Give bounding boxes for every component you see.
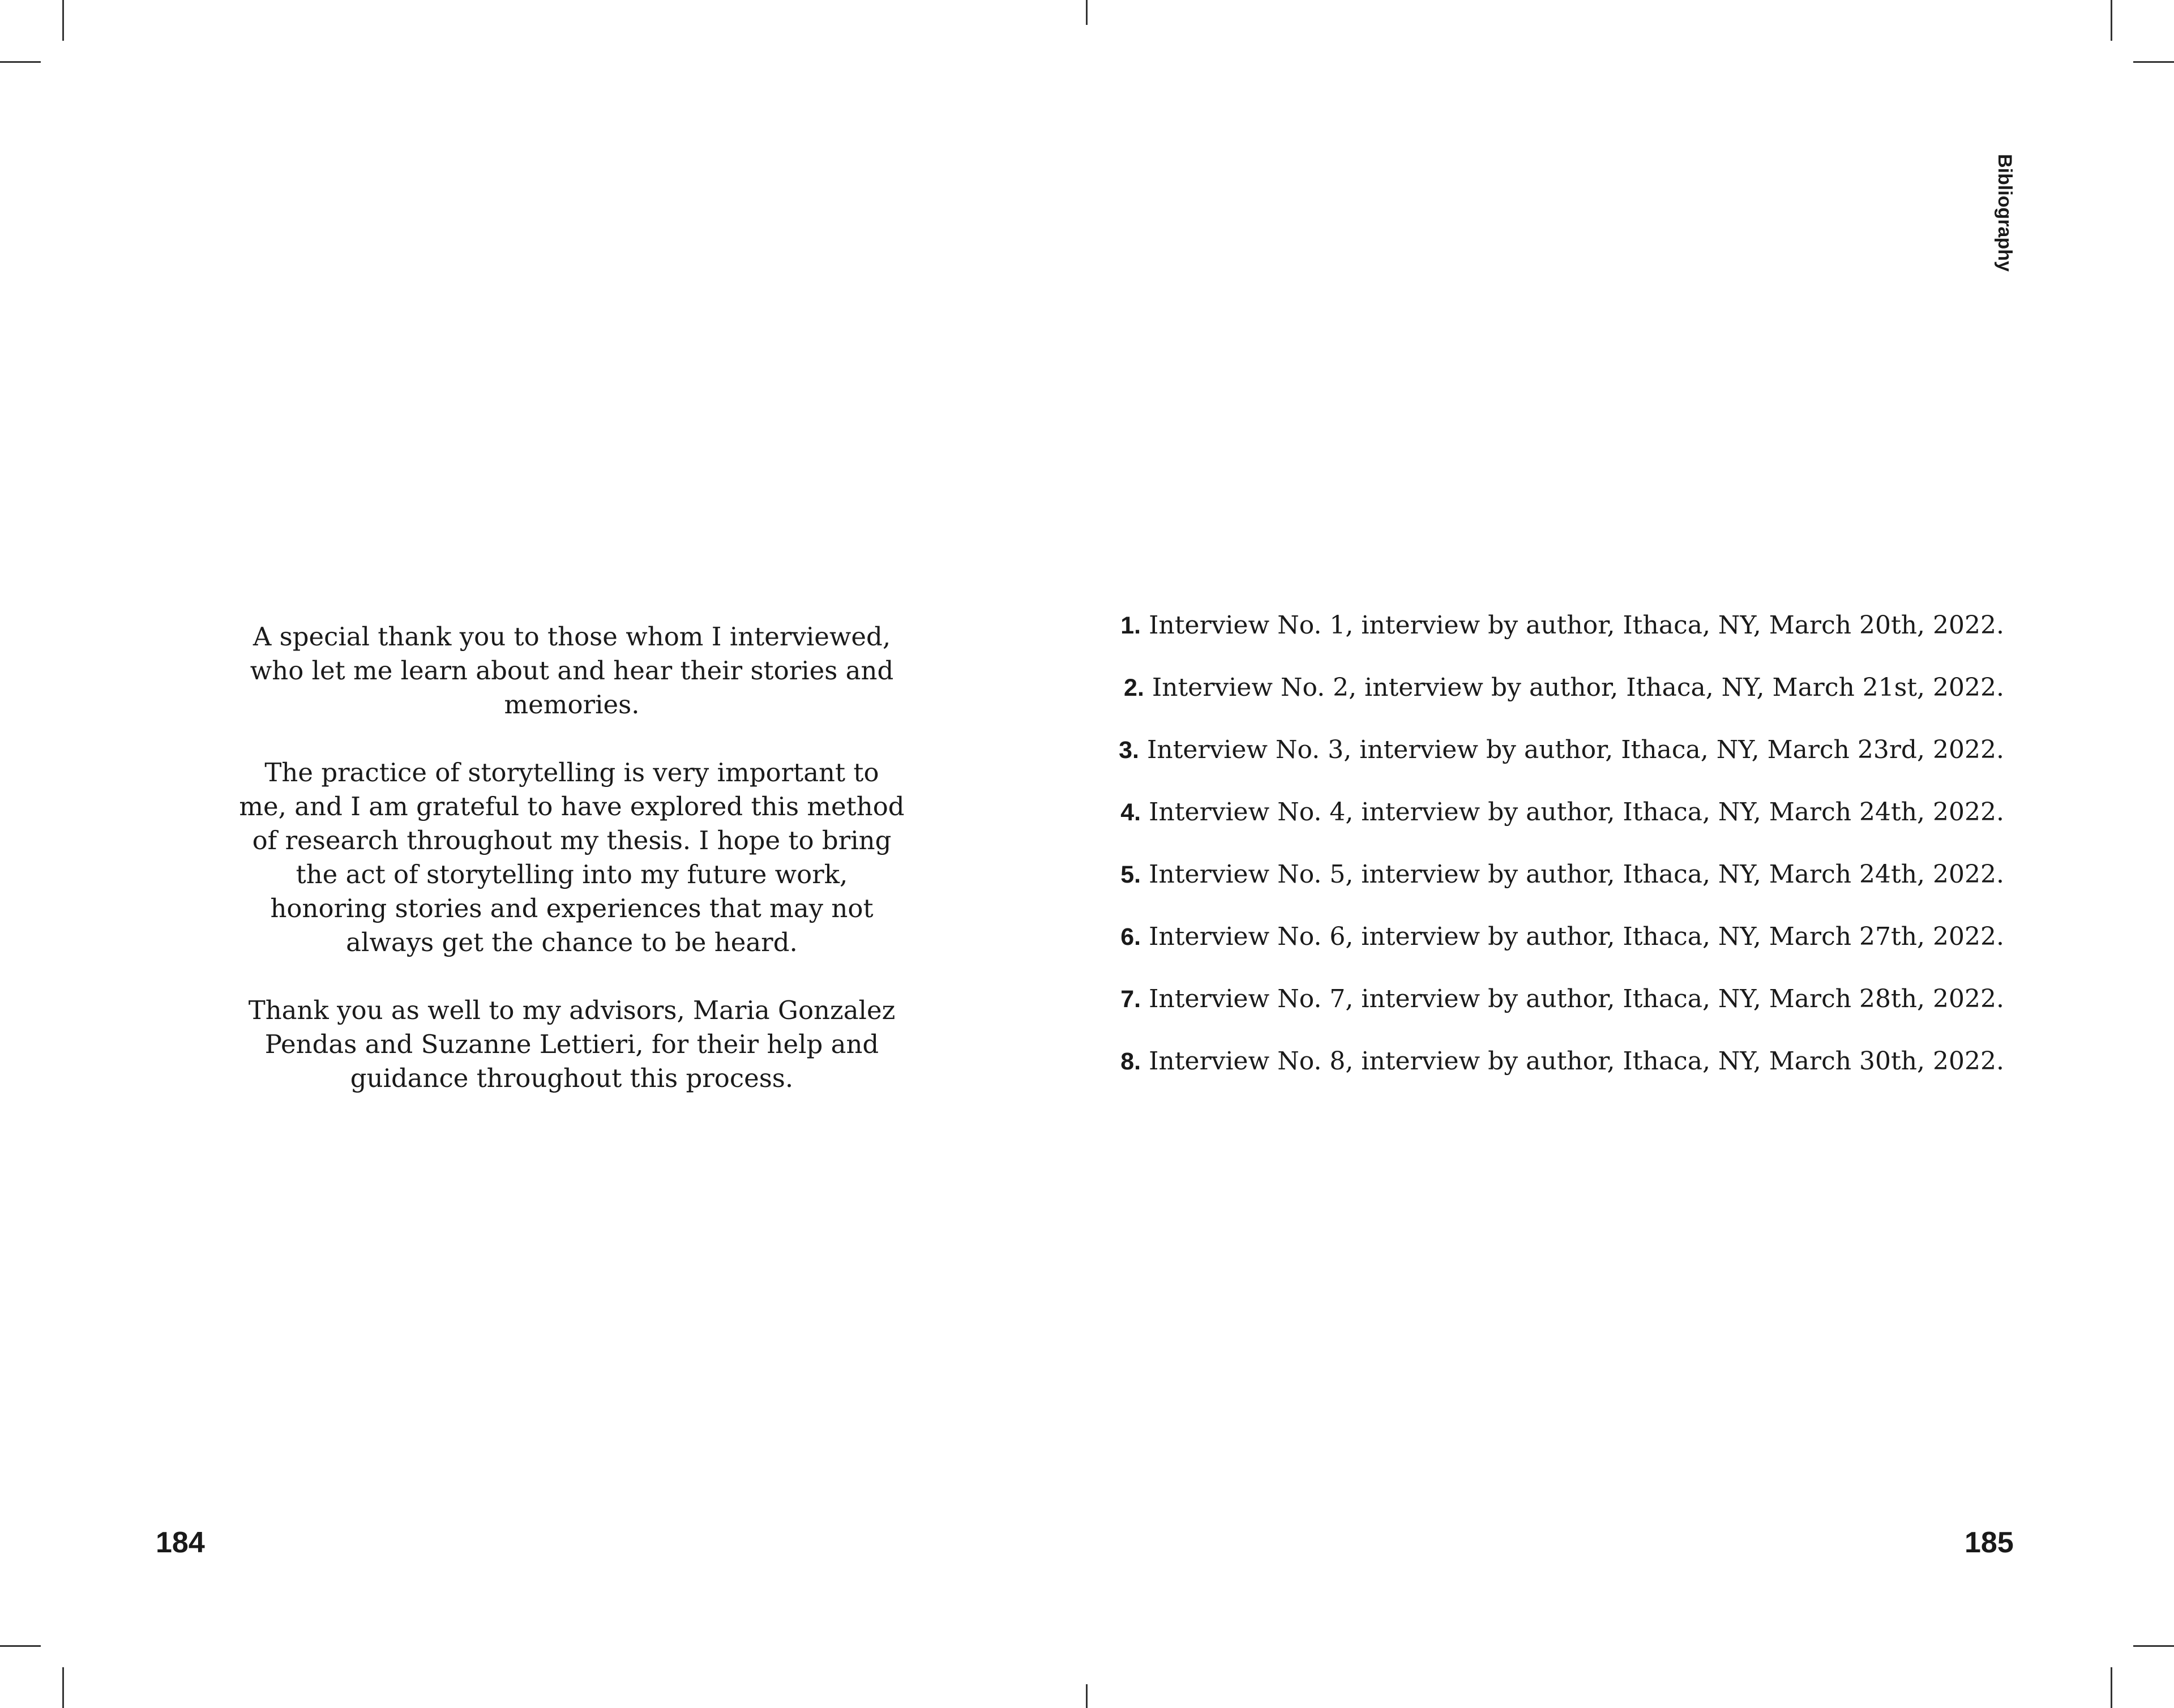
- ack-paragraph: The practice of storytelling is very important to me, and I am grateful to have explored this method of research throughout my thesis. I hope to bring the act of storytelling into my future work, honoring stories and experiences that may not always get the chance to be heard.: [239, 757, 905, 957]
- section-title: Bibliography: [1994, 154, 2015, 272]
- ack-paragraph: A special thank you to those whom I interviewed, who let me learn about and hear their stories and memories.: [250, 622, 894, 720]
- page-number-left: 184: [156, 1526, 205, 1559]
- page-number-right: 185: [1965, 1526, 2014, 1559]
- ack-paragraph: Thank you as well to my advisors, Maria Gonzalez Pendas and Suzanne Lettieri, for their help and guidance throughout this process.: [248, 995, 896, 1093]
- acknowledgements: [238, 620, 906, 1129]
- entry-text: Interview No. 3, interview by author, Ithaca, NY, March 23rd, 2022.: [1146, 735, 2004, 764]
- bibliography-entry: [1120, 1045, 2004, 1107]
- bibliography-entry: [1120, 858, 2004, 920]
- entry-number: 2.: [1124, 674, 1144, 701]
- bibliography-entry: [1120, 795, 2004, 858]
- entry-text: Interview No. 6, interview by author, Ithaca, NY, March 27th, 2022.: [1149, 922, 2004, 951]
- entry-text: Interview No. 7, interview by author, Ithaca, NY, March 28th, 2022.: [1149, 984, 2004, 1013]
- entry-number: 4.: [1120, 799, 1141, 826]
- crop-mark: [0, 1645, 41, 1647]
- bibliography-entry: [1119, 733, 2004, 795]
- bibliography-entry: [1120, 982, 2004, 1045]
- crop-mark: [1086, 1684, 1088, 1708]
- entry-text: Interview No. 4, interview by author, Ithaca, NY, March 24th, 2022.: [1149, 798, 2004, 827]
- bibliography-list: [1119, 609, 2004, 1107]
- entry-number: 8.: [1120, 1048, 1141, 1075]
- bibliography-entry: [1124, 671, 2004, 733]
- bibliography-entry: [1120, 920, 2004, 982]
- entry-text: Interview No. 8, interview by author, Ithaca, NY, March 30th, 2022.: [1149, 1047, 2004, 1076]
- crop-mark: [2111, 0, 2112, 41]
- entry-number: 6.: [1120, 923, 1141, 951]
- entry-number: 7.: [1120, 986, 1141, 1013]
- crop-mark: [2133, 1645, 2174, 1647]
- crop-mark: [62, 0, 64, 41]
- entry-text: Interview No. 1, interview by author, Ithaca, NY, March 20th, 2022.: [1149, 611, 2004, 640]
- bibliography-entry: [1120, 609, 2004, 671]
- crop-mark: [0, 61, 41, 63]
- entry-text: Interview No. 2, interview by author, Ithaca, NY, March 21st, 2022.: [1152, 673, 2004, 702]
- entry-number: 3.: [1119, 737, 1139, 764]
- entry-number: 1.: [1120, 612, 1141, 639]
- crop-mark: [62, 1667, 64, 1708]
- entry-number: 5.: [1120, 861, 1141, 888]
- entry-text: Interview No. 5, interview by author, Ithaca, NY, March 24th, 2022.: [1149, 860, 2004, 889]
- crop-mark: [2111, 1667, 2112, 1708]
- crop-mark: [1086, 0, 1088, 25]
- crop-mark: [2133, 61, 2174, 63]
